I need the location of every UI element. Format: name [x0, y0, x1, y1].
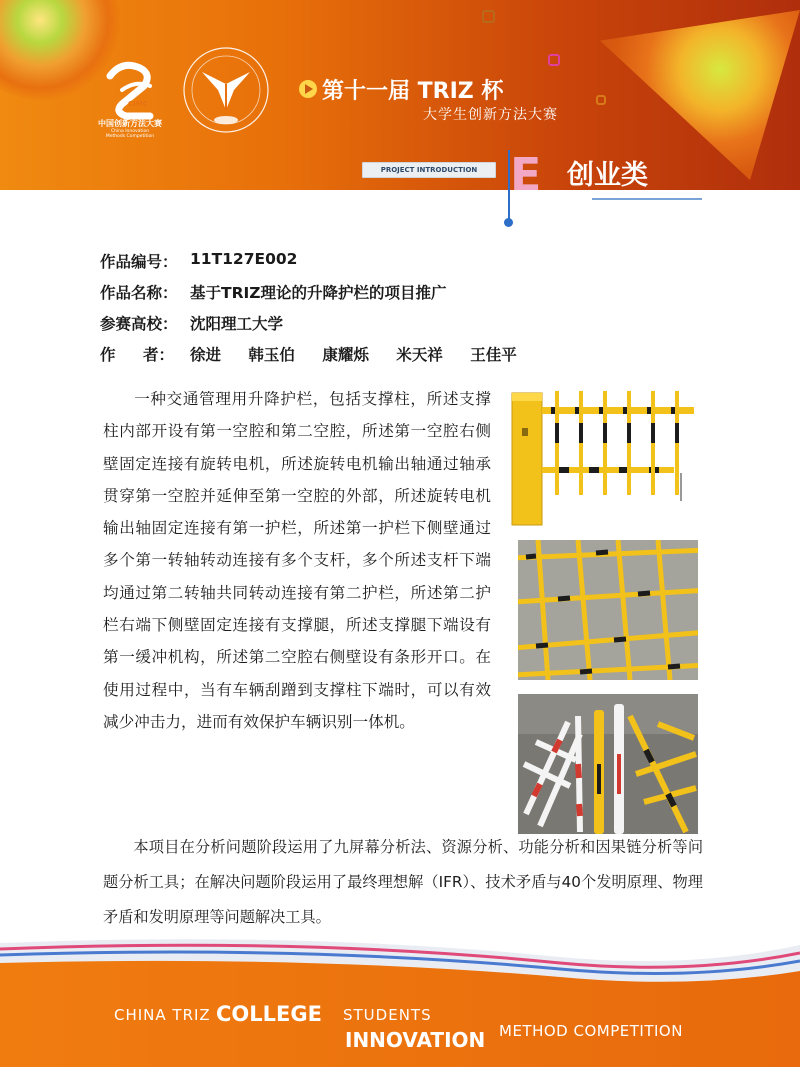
- footer-text-china-triz: CHINA TRIZ: [114, 1006, 211, 1024]
- methods-paragraph: 本项目在分析问题阶段运用了九屏幕分析法、资源分析、功能分析和因果链分析等问题分析工具；在解决问题阶段运用了最终理想解（IFR）、技术矛盾与40个发明原理、物理矛盾和发明原理等问题解决工具。: [103, 838, 703, 926]
- play-icon: [299, 80, 317, 98]
- author-label-part1: 作: [100, 346, 116, 364]
- footer-text-students: STUDENTS: [343, 1006, 432, 1024]
- author-name: 康耀烁: [322, 346, 369, 364]
- name-label: 作品名称：: [100, 284, 178, 302]
- footer-text-college: COLLEGE: [216, 1002, 322, 1026]
- author-name: 米天祥: [396, 346, 443, 364]
- accent-dot: [504, 218, 513, 227]
- footer-text-method-competition: METHOD COMPETITION: [499, 1022, 683, 1040]
- project-introduction-tag: PROJECT INTRODUCTION: [362, 162, 496, 178]
- school-value: 沈阳理工大学: [190, 315, 284, 333]
- square-decoration: [596, 95, 606, 105]
- category-letter: E: [510, 148, 542, 190]
- event-subtitle: 大学生创新方法大赛: [423, 107, 558, 123]
- author-list: [190, 343, 539, 374]
- school-label: 参赛高校：: [100, 315, 178, 333]
- project-info: [100, 250, 700, 374]
- id-label: 作品编号：: [100, 253, 178, 271]
- logo-en-text-1: China Innovation: [110, 129, 150, 134]
- footer-text-innovation: INNOVATION: [345, 1028, 486, 1052]
- cimc-logo-text: [80, 118, 180, 139]
- name-value: 基于TRIZ理论的升降护栏的项目推广: [190, 284, 447, 302]
- category-label: 创业类: [567, 160, 648, 190]
- event-title: 第十一届 TRIZ 杯: [322, 79, 504, 104]
- accent-line: [508, 150, 510, 222]
- author-name: 王佳平: [470, 346, 517, 364]
- info-row-id: [100, 250, 700, 281]
- author-name: 徐进: [190, 346, 222, 364]
- info-row-name: [100, 281, 700, 312]
- author-name: 韩玉伯: [248, 346, 295, 364]
- description-paragraph: 一种交通管理用升降护栏，包括支撑柱，所述支撑柱内部开设有第一空腔和第二空腔，所述第一空腔右侧壁固定连接有旋转电机，所述旋转电机输出轴通过轴承贯穿第一空腔并延伸至第一空腔的外部，所述旋转电机输出轴固定连接有第一护栏，所述第一护栏下侧壁通过多个第一转轴转动连接有多个支杆，多个所述支杆下端均通过第二转轴共同转动连接有第二护栏，所述第二护栏右端下侧壁固定连接有支撑腿，所述支撑腿下端设有第一缓冲机构，所述第二空腔右侧壁设有条形开口。在使用过程中，当有车辆刮蹭到支撑柱下端时，可以有效减少冲击力，进而有效保护车辆识别一体机。: [103, 390, 491, 731]
- logo-badge-text: CIMC: [128, 100, 148, 108]
- barrier-poles-photo: [518, 694, 698, 834]
- info-row-school: [100, 312, 700, 343]
- square-decoration: [482, 10, 495, 23]
- square-decoration: [548, 54, 560, 66]
- logo-cn-text: 中国创新方法大赛: [98, 119, 162, 128]
- id-value: 11T127E002: [190, 250, 298, 268]
- divider-line: [592, 198, 702, 200]
- logo-en-text-2: Methods Competition: [105, 134, 155, 139]
- info-row-authors: [100, 343, 700, 374]
- triz-cup-logo: [180, 44, 272, 136]
- barrier-gate-photo: [509, 383, 697, 528]
- barrier-arms-photo: [518, 540, 698, 680]
- author-label-part2: 者：: [142, 346, 174, 364]
- author-label: [100, 343, 174, 374]
